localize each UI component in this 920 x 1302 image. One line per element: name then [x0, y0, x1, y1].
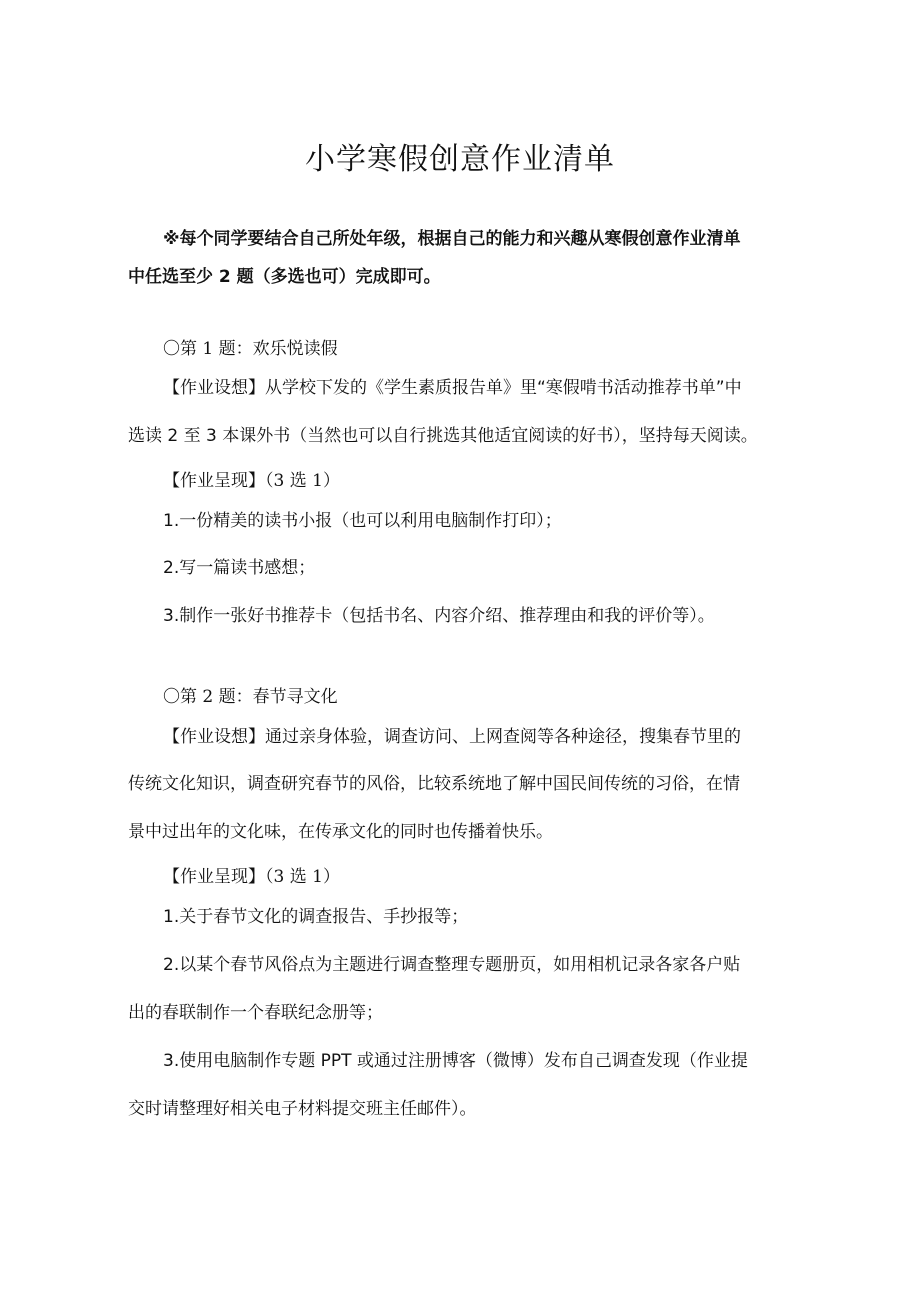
notice-line-1: ※每个同学要结合自己所处年级，根据自己的能力和兴趣从寒假创意作业清单: [163, 229, 741, 249]
q2-heading: 〇第 2 题：春节寻文化: [163, 687, 338, 707]
page-title: 小学寒假创意作业清单: [305, 142, 615, 177]
q1-option-1: 1.一份精美的读书小报（也可以利用电脑制作打印）；: [163, 511, 562, 531]
q2-present-label: 【作业呈现】（3 选 1）: [163, 867, 340, 887]
q2-option-2-line-2: 出的春联制作一个春联纪念册等；: [128, 1003, 383, 1023]
q2-idea-line-2: 传统文化知识，调查研究春节的风俗，比较系统地了解中国民间传统的习俗，在情: [128, 774, 740, 794]
q1-idea-line-2: 选读 2 至 3 本课外书（当然也可以自行挑选其他适宜阅读的好书），坚持每天阅读。: [128, 426, 758, 446]
q2-option-1: 1.关于春节文化的调查报告、手抄报等；: [163, 907, 469, 927]
q1-idea-line-1: 【作业设想】从学校下发的《学生素质报告单》里“寒假啃书活动推荐书单”中: [163, 378, 742, 398]
q1-present-label: 【作业呈现】（3 选 1）: [163, 471, 340, 491]
q2-option-3-line-1: 3.使用电脑制作专题 PPT 或通过注册博客（微博）发布自己调查发现（作业提: [163, 1051, 748, 1071]
q2-idea-line-3: 景中过出年的文化味，在传承文化的同时也传播着快乐。: [128, 822, 553, 842]
q1-heading: 〇第 1 题：欢乐悦读假: [163, 339, 338, 359]
q1-option-2: 2.写一篇读书感想；: [163, 558, 316, 578]
notice-line-2: 中任选至少 2 题（多选也可）完成即可。: [128, 267, 441, 287]
q1-option-3: 3.制作一张好书推荐卡（包括书名、内容介绍、推荐理由和我的评价等）。: [163, 606, 715, 626]
q2-option-2-line-1: 2.以某个春节风俗点为主题进行调查整理专题册页，如用相机记录各家各户贴: [163, 955, 741, 975]
q2-idea-line-1: 【作业设想】通过亲身体验，调查访问、上网查阅等各种途径，搜集春节里的: [163, 727, 741, 747]
q2-option-3-line-2: 交时请整理好相关电子材料提交班主任邮件）。: [128, 1099, 477, 1119]
